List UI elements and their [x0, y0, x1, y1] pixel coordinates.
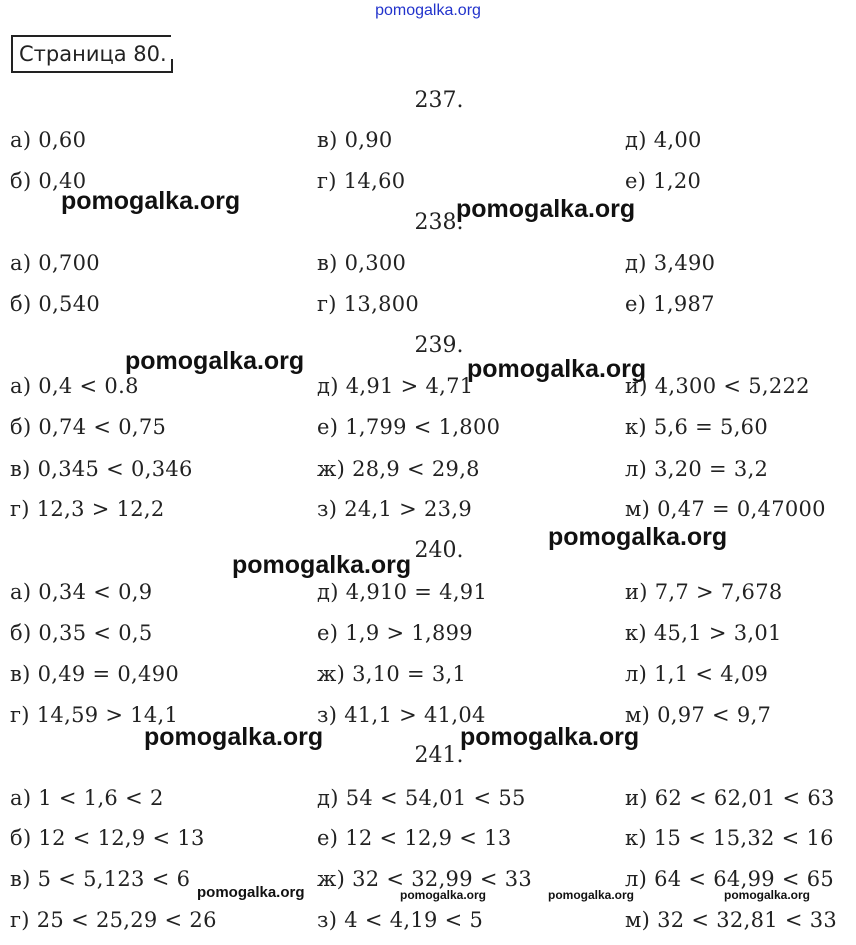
watermark: pomogalka.org	[61, 187, 241, 215]
answer-item: г) 14,60	[317, 169, 406, 193]
answer-item: ж) 3,10 = 3,1	[317, 662, 467, 686]
answer-item: ж) 32 < 32,99 < 33	[317, 867, 533, 891]
answer-item: е) 1,9 > 1,899	[317, 621, 473, 645]
watermark-tiny: pomogalka.org	[724, 888, 811, 902]
task-number: 238.	[414, 210, 464, 235]
answer-item: л) 64 < 64,99 < 65	[625, 867, 835, 891]
answer-item: м) 32 < 32,81 < 33	[625, 908, 838, 932]
answer-row	[0, 371, 856, 401]
answer-item: к) 5,6 = 5,60	[625, 415, 768, 439]
answer-row	[0, 125, 856, 155]
answer-item: в) 0,49 = 0,490	[10, 662, 180, 686]
answer-item: з) 4 < 4,19 < 5	[317, 908, 484, 932]
answer-item: к) 15 < 15,32 < 16	[625, 826, 834, 850]
answer-row	[0, 618, 856, 648]
top-watermark: pomogalka.org	[375, 2, 481, 19]
task-number: 239.	[414, 333, 464, 358]
answer-item: б) 0,35 < 0,5	[10, 621, 153, 645]
answer-item: г) 25 < 25,29 < 26	[10, 908, 217, 932]
answer-item: к) 45,1 > 3,01	[625, 621, 782, 645]
answer-row	[0, 783, 856, 813]
watermark: pomogalka.org	[548, 523, 728, 551]
answer-item: е) 1,987	[625, 292, 715, 316]
answer-item: е) 1,20	[625, 169, 702, 193]
answer-row	[0, 700, 856, 730]
task-number: 241.	[414, 743, 464, 768]
answer-row	[0, 905, 856, 935]
watermark-small: pomogalka.org	[197, 884, 305, 901]
answer-item: ж) 28,9 < 29,8	[317, 457, 480, 481]
answer-item: и) 4,300 < 5,222	[625, 374, 810, 398]
answer-item: д) 4,00	[625, 128, 702, 152]
watermark-tiny: pomogalka.org	[548, 888, 635, 902]
answer-item: л) 3,20 = 3,2	[625, 457, 769, 481]
answer-item: з) 24,1 > 23,9	[317, 497, 472, 521]
answer-item: в) 0,90	[317, 128, 393, 152]
answer-item: в) 0,300	[317, 251, 407, 275]
answer-item: д) 4,910 = 4,91	[317, 580, 488, 604]
answer-item: д) 4,91 > 4,71	[317, 374, 474, 398]
answer-item: е) 12 < 12,9 < 13	[317, 826, 512, 850]
answer-item: б) 0,74 < 0,75	[10, 415, 167, 439]
answer-item: а) 0,700	[10, 251, 100, 275]
answer-row	[0, 823, 856, 853]
task-number: 240.	[414, 538, 464, 563]
watermark: pomogalka.org	[456, 195, 636, 223]
page-label: Страница 80.	[11, 35, 171, 73]
answer-item: г) 12,3 > 12,2	[10, 497, 165, 521]
watermark: pomogalka.org	[460, 723, 640, 751]
answer-row	[0, 289, 856, 319]
watermark: pomogalka.org	[232, 551, 412, 579]
answer-row	[0, 454, 856, 484]
answer-item: м) 0,97 < 9,7	[625, 703, 772, 727]
answer-item: в) 0,345 < 0,346	[10, 457, 193, 481]
watermark: pomogalka.org	[125, 347, 305, 375]
answer-row	[0, 659, 856, 689]
answer-item: в) 5 < 5,123 < 6	[10, 867, 191, 891]
answer-item: а) 0,60	[10, 128, 87, 152]
answer-item: б) 0,40	[10, 169, 87, 193]
answer-item: г) 14,59 > 14,1	[10, 703, 179, 727]
watermark: pomogalka.org	[144, 723, 324, 751]
answer-item: м) 0,47 = 0,47000	[625, 497, 826, 521]
answer-row	[0, 412, 856, 442]
answer-item: л) 1,1 < 4,09	[625, 662, 769, 686]
answer-row	[0, 577, 856, 607]
answer-item: б) 0,540	[10, 292, 101, 316]
answer-item: з) 41,1 > 41,04	[317, 703, 486, 727]
answer-item: б) 12 < 12,9 < 13	[10, 826, 205, 850]
answer-row	[0, 494, 856, 524]
answer-item: а) 0,4 < 0.8	[10, 374, 139, 398]
answer-item: г) 13,800	[317, 292, 420, 316]
answer-row	[0, 248, 856, 278]
answer-item: и) 7,7 > 7,678	[625, 580, 783, 604]
answer-item: е) 1,799 < 1,800	[317, 415, 501, 439]
answer-item: д) 3,490	[625, 251, 716, 275]
watermark-tiny: pomogalka.org	[400, 888, 487, 902]
answer-item: а) 1 < 1,6 < 2	[10, 786, 164, 810]
watermark: pomogalka.org	[467, 355, 647, 383]
answer-item: и) 62 < 62,01 < 63	[625, 786, 835, 810]
answer-item: а) 0,34 < 0,9	[10, 580, 153, 604]
task-number: 237.	[414, 88, 464, 113]
answer-item: д) 54 < 54,01 < 55	[317, 786, 526, 810]
